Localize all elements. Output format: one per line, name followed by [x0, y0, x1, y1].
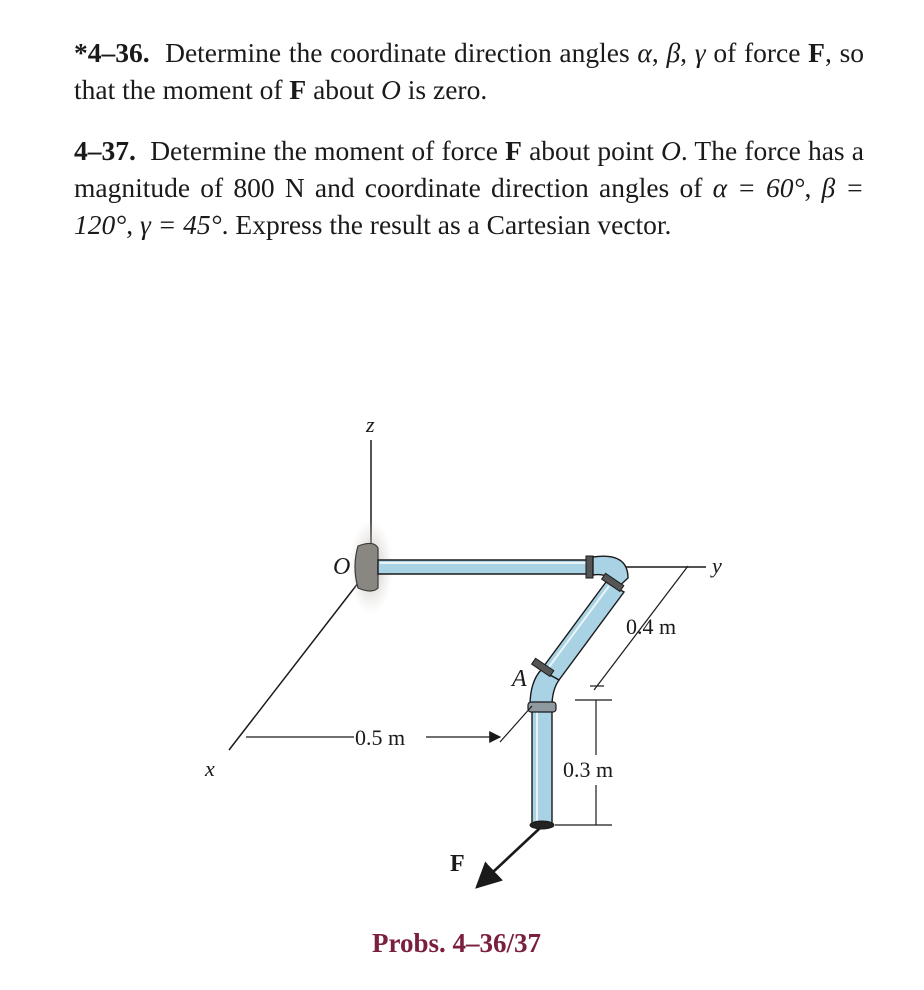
pipe-coupling: [528, 702, 556, 712]
point-symbol: O: [661, 135, 681, 166]
text-segment: . Express the result as a Cartesian vector.: [221, 209, 672, 240]
dimension-label-05: 0.5 m: [355, 725, 406, 750]
text-segment: is zero.: [400, 74, 488, 105]
text-segment: of force: [705, 37, 809, 68]
text-segment: ,: [804, 172, 822, 203]
text-segment: , so that the moment of: [74, 37, 865, 105]
beta-symbol: β: [666, 37, 681, 68]
gamma-equation: γ = 45°: [140, 209, 222, 240]
alpha-symbol: α: [637, 37, 652, 68]
text-segment: ,: [680, 37, 695, 68]
problem-number: 4–37.: [74, 135, 136, 166]
beta-equation: β = 120°: [74, 172, 864, 240]
pipe-segment-diagonal: [541, 582, 624, 680]
pipe-highlight: [546, 586, 609, 671]
pipe-segment-vertical: [532, 706, 552, 825]
text-segment: Determine the moment of force: [150, 135, 506, 166]
gamma-symbol: γ: [694, 37, 706, 68]
force-f-label: F: [450, 851, 465, 877]
figure-caption: Probs. 4–36/37: [372, 928, 542, 958]
force-symbol: F: [505, 135, 522, 166]
text-segment: about: [306, 74, 382, 105]
text-segment: Determine the coordinate direction angles: [165, 37, 638, 68]
z-axis-label: z: [366, 412, 375, 437]
dimension-label-04: 0.4 m: [626, 614, 677, 639]
origin-label: O: [333, 554, 351, 580]
text-segment: ,: [651, 37, 667, 68]
wall-flange: [355, 543, 378, 591]
x-axis-label: x: [205, 756, 215, 781]
text-segment: . The force has a magnitude of 800 N and coordinate direction angles of: [74, 135, 864, 203]
pipe-collar: [586, 556, 593, 578]
alpha-equation: α = 60°: [712, 172, 805, 203]
force-symbol: F: [289, 74, 307, 105]
pipe-end-cap: [530, 821, 554, 829]
point-symbol: O: [381, 74, 401, 105]
y-axis-label: y: [712, 553, 722, 578]
force-symbol: F: [808, 37, 825, 68]
x-axis: [229, 578, 362, 750]
point-a-label: A: [512, 666, 527, 692]
dimension-extension: [500, 706, 532, 742]
text-segment: about point: [521, 135, 662, 166]
dimension-label-03: 0.3 m: [563, 757, 614, 782]
text-segment: ,: [126, 209, 140, 240]
force-f-arrow: [477, 828, 540, 887]
problem-number: *4–36.: [74, 37, 150, 68]
